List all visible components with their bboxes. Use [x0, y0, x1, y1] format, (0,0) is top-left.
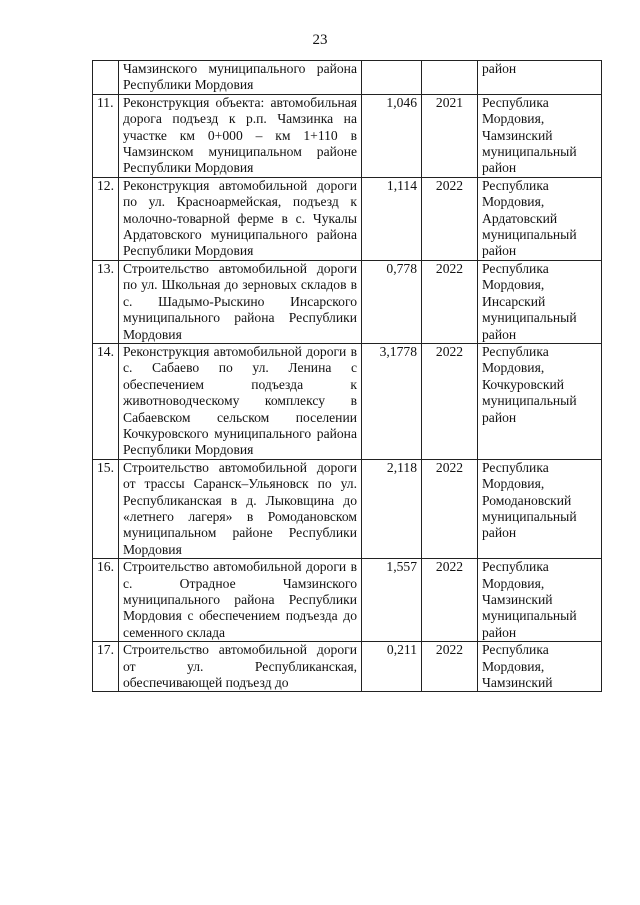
cell-row-number: 11.	[93, 94, 119, 177]
table-row	[93, 260, 602, 343]
cell-object-name	[119, 260, 362, 343]
cell-length-value: 1,114	[362, 177, 422, 260]
object-name-text: Чамзинского муниципального района Республики Мордовия	[123, 61, 357, 93]
object-name-text: Строительство автомобильной дороги в с. Отрадное Чамзинского муниципального района Республики Мордовия с обеспечением подъезда до семенного склада	[123, 559, 357, 640]
table-row	[93, 459, 602, 558]
cell-row-number: 16.	[93, 559, 119, 642]
cell-length-value	[362, 61, 422, 95]
cell-length-value: 1,046	[362, 94, 422, 177]
cell-length-value: 1,557	[362, 559, 422, 642]
cell-region: Республика Мордовия, Ардатовский муниципальный район	[478, 177, 602, 260]
cell-row-number	[93, 61, 119, 95]
cell-year: 2021	[422, 94, 478, 177]
object-name-text: Реконструкция объекта: автомобильная дорога подъезд к р.п. Чамзинка на участке км 0+000 – км 1+110 в Чамзинском муниципальном районе Республики Мордовия	[123, 94, 357, 176]
cell-row-number: 12.	[93, 177, 119, 260]
cell-year: 2022	[422, 260, 478, 343]
object-name-text: Реконструкция автомобильной дороги в с. Сабаево по ул. Ленина с обеспечением подъезда к животноводческому комплексу в Сабаевском сельском поселении Кочкуровского муниципального района Республики Мордовия	[123, 343, 357, 458]
cell-year: 2022	[422, 343, 478, 459]
cell-region: Республика Мордовия, Чамзинский муниципальный район	[478, 559, 602, 642]
cell-object-name	[119, 459, 362, 558]
cell-region: Республика Мордовия, Чамзинский	[478, 642, 602, 692]
cell-row-number: 17.	[93, 642, 119, 692]
cell-length-value: 0,778	[362, 260, 422, 343]
cell-year: 2022	[422, 559, 478, 642]
cell-row-number: 14.	[93, 343, 119, 459]
table-row	[93, 94, 602, 177]
table-row	[93, 343, 602, 459]
cell-region: район	[478, 61, 602, 95]
cell-object-name	[119, 94, 362, 177]
cell-row-number: 15.	[93, 459, 119, 558]
table-row	[93, 177, 602, 260]
table-row	[93, 559, 602, 642]
object-name-text: Реконструкция автомобильной дороги по ул. Красноармейская, подъезд к молочно-товарной ферме в с. Чукалы Ардатовского муниципального района Республики Мордовия	[123, 177, 357, 259]
cell-length-value: 3,1778	[362, 343, 422, 459]
cell-year: 2022	[422, 459, 478, 558]
cell-year: 2022	[422, 177, 478, 260]
object-name-text: Строительство автомобильной дороги от трассы Саранск–Ульяновск по ул. Республиканская в д. Лыковщина до «летнего лагеря» в Ромодановском муниципальном районе Республики Мордовия	[123, 459, 357, 557]
cell-region: Республика Мордовия, Чамзинский муниципальный район	[478, 94, 602, 177]
cell-region: Республика Мордовия, Ромодановский муниципальный район	[478, 459, 602, 558]
cell-length-value: 0,211	[362, 642, 422, 692]
cell-row-number: 13.	[93, 260, 119, 343]
cell-object-name	[119, 559, 362, 642]
cell-region: Республика Мордовия, Инсарский муниципальный район	[478, 260, 602, 343]
table-row	[93, 61, 602, 95]
page-number: 23	[312, 32, 328, 48]
cell-object-name	[119, 61, 362, 95]
object-name-text: Строительство автомобильной дороги по ул. Школьная до зерновых складов в с. Шадымо-Рыскино Инсарского муниципального района Республики Мордовия	[123, 260, 357, 342]
cell-year: 2022	[422, 642, 478, 692]
cell-length-value: 2,118	[362, 459, 422, 558]
cell-object-name	[119, 343, 362, 459]
table-row	[93, 642, 602, 692]
objects-table	[92, 60, 602, 692]
object-name-text: Строительство автомобильной дороги от ул. Республиканская, обеспечивающей подъезд до	[123, 642, 357, 691]
cell-year	[422, 61, 478, 95]
cell-object-name	[119, 642, 362, 692]
cell-object-name	[119, 177, 362, 260]
cell-region: Республика Мордовия, Кочкуровский муниципальный район	[478, 343, 602, 459]
